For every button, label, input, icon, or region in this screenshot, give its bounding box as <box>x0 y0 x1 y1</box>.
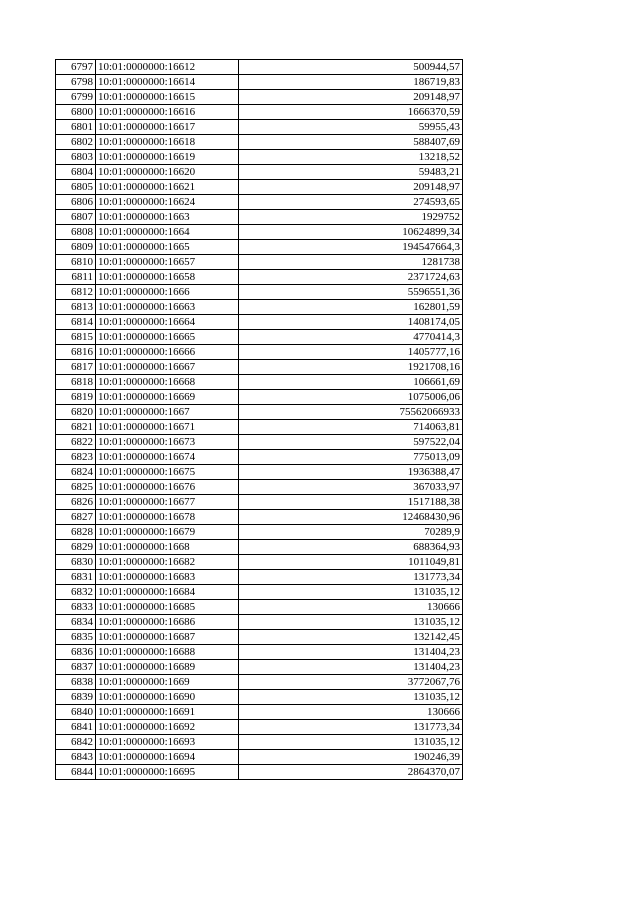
cadastral-number-cell: 10:01:0000000:16674 <box>96 450 239 465</box>
cadastral-number-cell: 10:01:0000000:1669 <box>96 675 239 690</box>
row-number-cell: 6843 <box>56 750 96 765</box>
cadastral-number-cell: 10:01:0000000:1664 <box>96 225 239 240</box>
value-cell: 70289,9 <box>239 525 463 540</box>
row-number-cell: 6819 <box>56 390 96 405</box>
table-row <box>56 495 463 510</box>
row-number-cell: 6806 <box>56 195 96 210</box>
table-row <box>56 675 463 690</box>
table-row <box>56 120 463 135</box>
row-number-cell: 6834 <box>56 615 96 630</box>
table-row <box>56 345 463 360</box>
value-cell: 1281738 <box>239 255 463 270</box>
cadastral-number-cell: 10:01:0000000:16687 <box>96 630 239 645</box>
cadastral-number-cell: 10:01:0000000:16676 <box>96 480 239 495</box>
table-row <box>56 570 463 585</box>
cadastral-number-cell: 10:01:0000000:16685 <box>96 600 239 615</box>
value-cell: 775013,09 <box>239 450 463 465</box>
value-cell: 209148,97 <box>239 90 463 105</box>
cadastral-number-cell: 10:01:0000000:16665 <box>96 330 239 345</box>
cadastral-number-cell: 10:01:0000000:16691 <box>96 705 239 720</box>
table-row <box>56 585 463 600</box>
row-number-cell: 6831 <box>56 570 96 585</box>
cadastral-number-cell: 10:01:0000000:16657 <box>96 255 239 270</box>
row-number-cell: 6801 <box>56 120 96 135</box>
cadastral-number-cell: 10:01:0000000:16671 <box>96 420 239 435</box>
value-cell: 2864370,07 <box>239 765 463 780</box>
row-number-cell: 6798 <box>56 75 96 90</box>
table-row <box>56 750 463 765</box>
cadastral-number-cell: 10:01:0000000:16615 <box>96 90 239 105</box>
value-cell: 1921708,16 <box>239 360 463 375</box>
row-number-cell: 6828 <box>56 525 96 540</box>
value-cell: 132142,45 <box>239 630 463 645</box>
table-row <box>56 615 463 630</box>
row-number-cell: 6811 <box>56 270 96 285</box>
value-cell: 130666 <box>239 600 463 615</box>
table-row <box>56 255 463 270</box>
value-cell: 1011049,81 <box>239 555 463 570</box>
cadastral-number-cell: 10:01:0000000:16668 <box>96 375 239 390</box>
cadastral-number-cell: 10:01:0000000:16618 <box>96 135 239 150</box>
row-number-cell: 6814 <box>56 315 96 330</box>
cadastral-number-cell: 10:01:0000000:16689 <box>96 660 239 675</box>
table-row <box>56 375 463 390</box>
value-cell: 1666370,59 <box>239 105 463 120</box>
row-number-cell: 6813 <box>56 300 96 315</box>
table-row <box>56 600 463 615</box>
table-row <box>56 330 463 345</box>
table-row <box>56 135 463 150</box>
row-number-cell: 6840 <box>56 705 96 720</box>
value-cell: 106661,69 <box>239 375 463 390</box>
cadastral-number-cell: 10:01:0000000:16664 <box>96 315 239 330</box>
value-cell: 1075006,06 <box>239 390 463 405</box>
value-cell: 688364,93 <box>239 540 463 555</box>
table-row <box>56 690 463 705</box>
table-row <box>56 300 463 315</box>
table-row <box>56 510 463 525</box>
row-number-cell: 6842 <box>56 735 96 750</box>
cadastral-number-cell: 10:01:0000000:16663 <box>96 300 239 315</box>
value-cell: 194547664,3 <box>239 240 463 255</box>
table-row <box>56 765 463 780</box>
cadastral-number-cell: 10:01:0000000:16690 <box>96 690 239 705</box>
table-row <box>56 645 463 660</box>
row-number-cell: 6809 <box>56 240 96 255</box>
value-cell: 59483,21 <box>239 165 463 180</box>
row-number-cell: 6824 <box>56 465 96 480</box>
row-number-cell: 6807 <box>56 210 96 225</box>
table-row <box>56 450 463 465</box>
table-row <box>56 360 463 375</box>
value-cell: 131404,23 <box>239 645 463 660</box>
value-cell: 2371724,63 <box>239 270 463 285</box>
row-number-cell: 6836 <box>56 645 96 660</box>
value-cell: 1405777,16 <box>239 345 463 360</box>
table-row <box>56 555 463 570</box>
row-number-cell: 6808 <box>56 225 96 240</box>
row-number-cell: 6812 <box>56 285 96 300</box>
cadastral-number-cell: 10:01:0000000:16669 <box>96 390 239 405</box>
cadastral-number-cell: 10:01:0000000:16683 <box>96 570 239 585</box>
row-number-cell: 6825 <box>56 480 96 495</box>
value-cell: 131035,12 <box>239 615 463 630</box>
value-cell: 597522,04 <box>239 435 463 450</box>
value-cell: 131404,23 <box>239 660 463 675</box>
row-number-cell: 6826 <box>56 495 96 510</box>
cadastral-number-cell: 10:01:0000000:1667 <box>96 405 239 420</box>
value-cell: 131035,12 <box>239 690 463 705</box>
value-cell: 4770414,3 <box>239 330 463 345</box>
row-number-cell: 6815 <box>56 330 96 345</box>
row-number-cell: 6822 <box>56 435 96 450</box>
value-cell: 1408174,05 <box>239 315 463 330</box>
cadastral-number-cell: 10:01:0000000:16679 <box>96 525 239 540</box>
table-row <box>56 90 463 105</box>
row-number-cell: 6829 <box>56 540 96 555</box>
row-number-cell: 6797 <box>56 60 96 75</box>
table-row <box>56 240 463 255</box>
table-row <box>56 105 463 120</box>
row-number-cell: 6835 <box>56 630 96 645</box>
table-row <box>56 315 463 330</box>
value-cell: 162801,59 <box>239 300 463 315</box>
cadastral-number-cell: 10:01:0000000:16693 <box>96 735 239 750</box>
value-cell: 131035,12 <box>239 585 463 600</box>
value-cell: 3772067,76 <box>239 675 463 690</box>
row-number-cell: 6820 <box>56 405 96 420</box>
table-row <box>56 195 463 210</box>
table-row <box>56 285 463 300</box>
table-row <box>56 630 463 645</box>
cadastral-number-cell: 10:01:0000000:16619 <box>96 150 239 165</box>
cadastral-number-cell: 10:01:0000000:16677 <box>96 495 239 510</box>
table-row <box>56 735 463 750</box>
table-row <box>56 60 463 75</box>
value-cell: 12468430,96 <box>239 510 463 525</box>
cadastral-number-cell: 10:01:0000000:16695 <box>96 765 239 780</box>
value-cell: 274593,65 <box>239 195 463 210</box>
table-row <box>56 210 463 225</box>
cadastral-value-table <box>55 59 463 780</box>
row-number-cell: 6841 <box>56 720 96 735</box>
row-number-cell: 6802 <box>56 135 96 150</box>
cadastral-number-cell: 10:01:0000000:16684 <box>96 585 239 600</box>
cadastral-number-cell: 10:01:0000000:16686 <box>96 615 239 630</box>
value-cell: 59955,43 <box>239 120 463 135</box>
row-number-cell: 6823 <box>56 450 96 465</box>
row-number-cell: 6830 <box>56 555 96 570</box>
cadastral-number-cell: 10:01:0000000:16694 <box>96 750 239 765</box>
cadastral-number-cell: 10:01:0000000:16666 <box>96 345 239 360</box>
cadastral-number-cell: 10:01:0000000:16667 <box>96 360 239 375</box>
row-number-cell: 6804 <box>56 165 96 180</box>
table-row <box>56 405 463 420</box>
row-number-cell: 6816 <box>56 345 96 360</box>
value-cell: 5596551,36 <box>239 285 463 300</box>
row-number-cell: 6817 <box>56 360 96 375</box>
row-number-cell: 6844 <box>56 765 96 780</box>
table-row <box>56 270 463 285</box>
value-cell: 131035,12 <box>239 735 463 750</box>
value-cell: 500944,57 <box>239 60 463 75</box>
cadastral-number-cell: 10:01:0000000:1663 <box>96 210 239 225</box>
table-row <box>56 75 463 90</box>
value-cell: 75562066933 <box>239 405 463 420</box>
value-cell: 190246,39 <box>239 750 463 765</box>
table-row <box>56 390 463 405</box>
value-cell: 209148,97 <box>239 180 463 195</box>
cadastral-number-cell: 10:01:0000000:16616 <box>96 105 239 120</box>
cadastral-number-cell: 10:01:0000000:16620 <box>96 165 239 180</box>
value-cell: 186719,83 <box>239 75 463 90</box>
table-row <box>56 480 463 495</box>
cadastral-number-cell: 10:01:0000000:16688 <box>96 645 239 660</box>
row-number-cell: 6810 <box>56 255 96 270</box>
table-row <box>56 180 463 195</box>
value-cell: 131773,34 <box>239 720 463 735</box>
table-row <box>56 225 463 240</box>
table-row <box>56 525 463 540</box>
value-cell: 1929752 <box>239 210 463 225</box>
value-cell: 714063,81 <box>239 420 463 435</box>
row-number-cell: 6838 <box>56 675 96 690</box>
row-number-cell: 6818 <box>56 375 96 390</box>
table-row <box>56 465 463 480</box>
table-row <box>56 720 463 735</box>
cadastral-number-cell: 10:01:0000000:1668 <box>96 540 239 555</box>
row-number-cell: 6803 <box>56 150 96 165</box>
row-number-cell: 6799 <box>56 90 96 105</box>
value-cell: 1936388,47 <box>239 465 463 480</box>
cadastral-number-cell: 10:01:0000000:16675 <box>96 465 239 480</box>
value-cell: 1517188,38 <box>239 495 463 510</box>
value-cell: 13218,52 <box>239 150 463 165</box>
cadastral-number-cell: 10:01:0000000:16612 <box>96 60 239 75</box>
cadastral-number-cell: 10:01:0000000:16682 <box>96 555 239 570</box>
cadastral-number-cell: 10:01:0000000:1665 <box>96 240 239 255</box>
value-cell: 10624899,34 <box>239 225 463 240</box>
table-row <box>56 420 463 435</box>
row-number-cell: 6827 <box>56 510 96 525</box>
row-number-cell: 6837 <box>56 660 96 675</box>
table-row <box>56 150 463 165</box>
value-cell: 131773,34 <box>239 570 463 585</box>
table-row <box>56 705 463 720</box>
row-number-cell: 6833 <box>56 600 96 615</box>
cadastral-number-cell: 10:01:0000000:16678 <box>96 510 239 525</box>
cadastral-number-cell: 10:01:0000000:1666 <box>96 285 239 300</box>
table-row <box>56 435 463 450</box>
row-number-cell: 6805 <box>56 180 96 195</box>
row-number-cell: 6821 <box>56 420 96 435</box>
value-cell: 130666 <box>239 705 463 720</box>
cadastral-number-cell: 10:01:0000000:16673 <box>96 435 239 450</box>
table-row <box>56 660 463 675</box>
row-number-cell: 6800 <box>56 105 96 120</box>
value-cell: 367033,97 <box>239 480 463 495</box>
cadastral-number-cell: 10:01:0000000:16658 <box>96 270 239 285</box>
cadastral-number-cell: 10:01:0000000:16614 <box>96 75 239 90</box>
cadastral-number-cell: 10:01:0000000:16624 <box>96 195 239 210</box>
row-number-cell: 6839 <box>56 690 96 705</box>
cadastral-number-cell: 10:01:0000000:16617 <box>96 120 239 135</box>
cadastral-number-cell: 10:01:0000000:16621 <box>96 180 239 195</box>
table-body <box>56 60 463 780</box>
table-row <box>56 540 463 555</box>
table-row <box>56 165 463 180</box>
value-cell: 588407,69 <box>239 135 463 150</box>
cadastral-number-cell: 10:01:0000000:16692 <box>96 720 239 735</box>
row-number-cell: 6832 <box>56 585 96 600</box>
